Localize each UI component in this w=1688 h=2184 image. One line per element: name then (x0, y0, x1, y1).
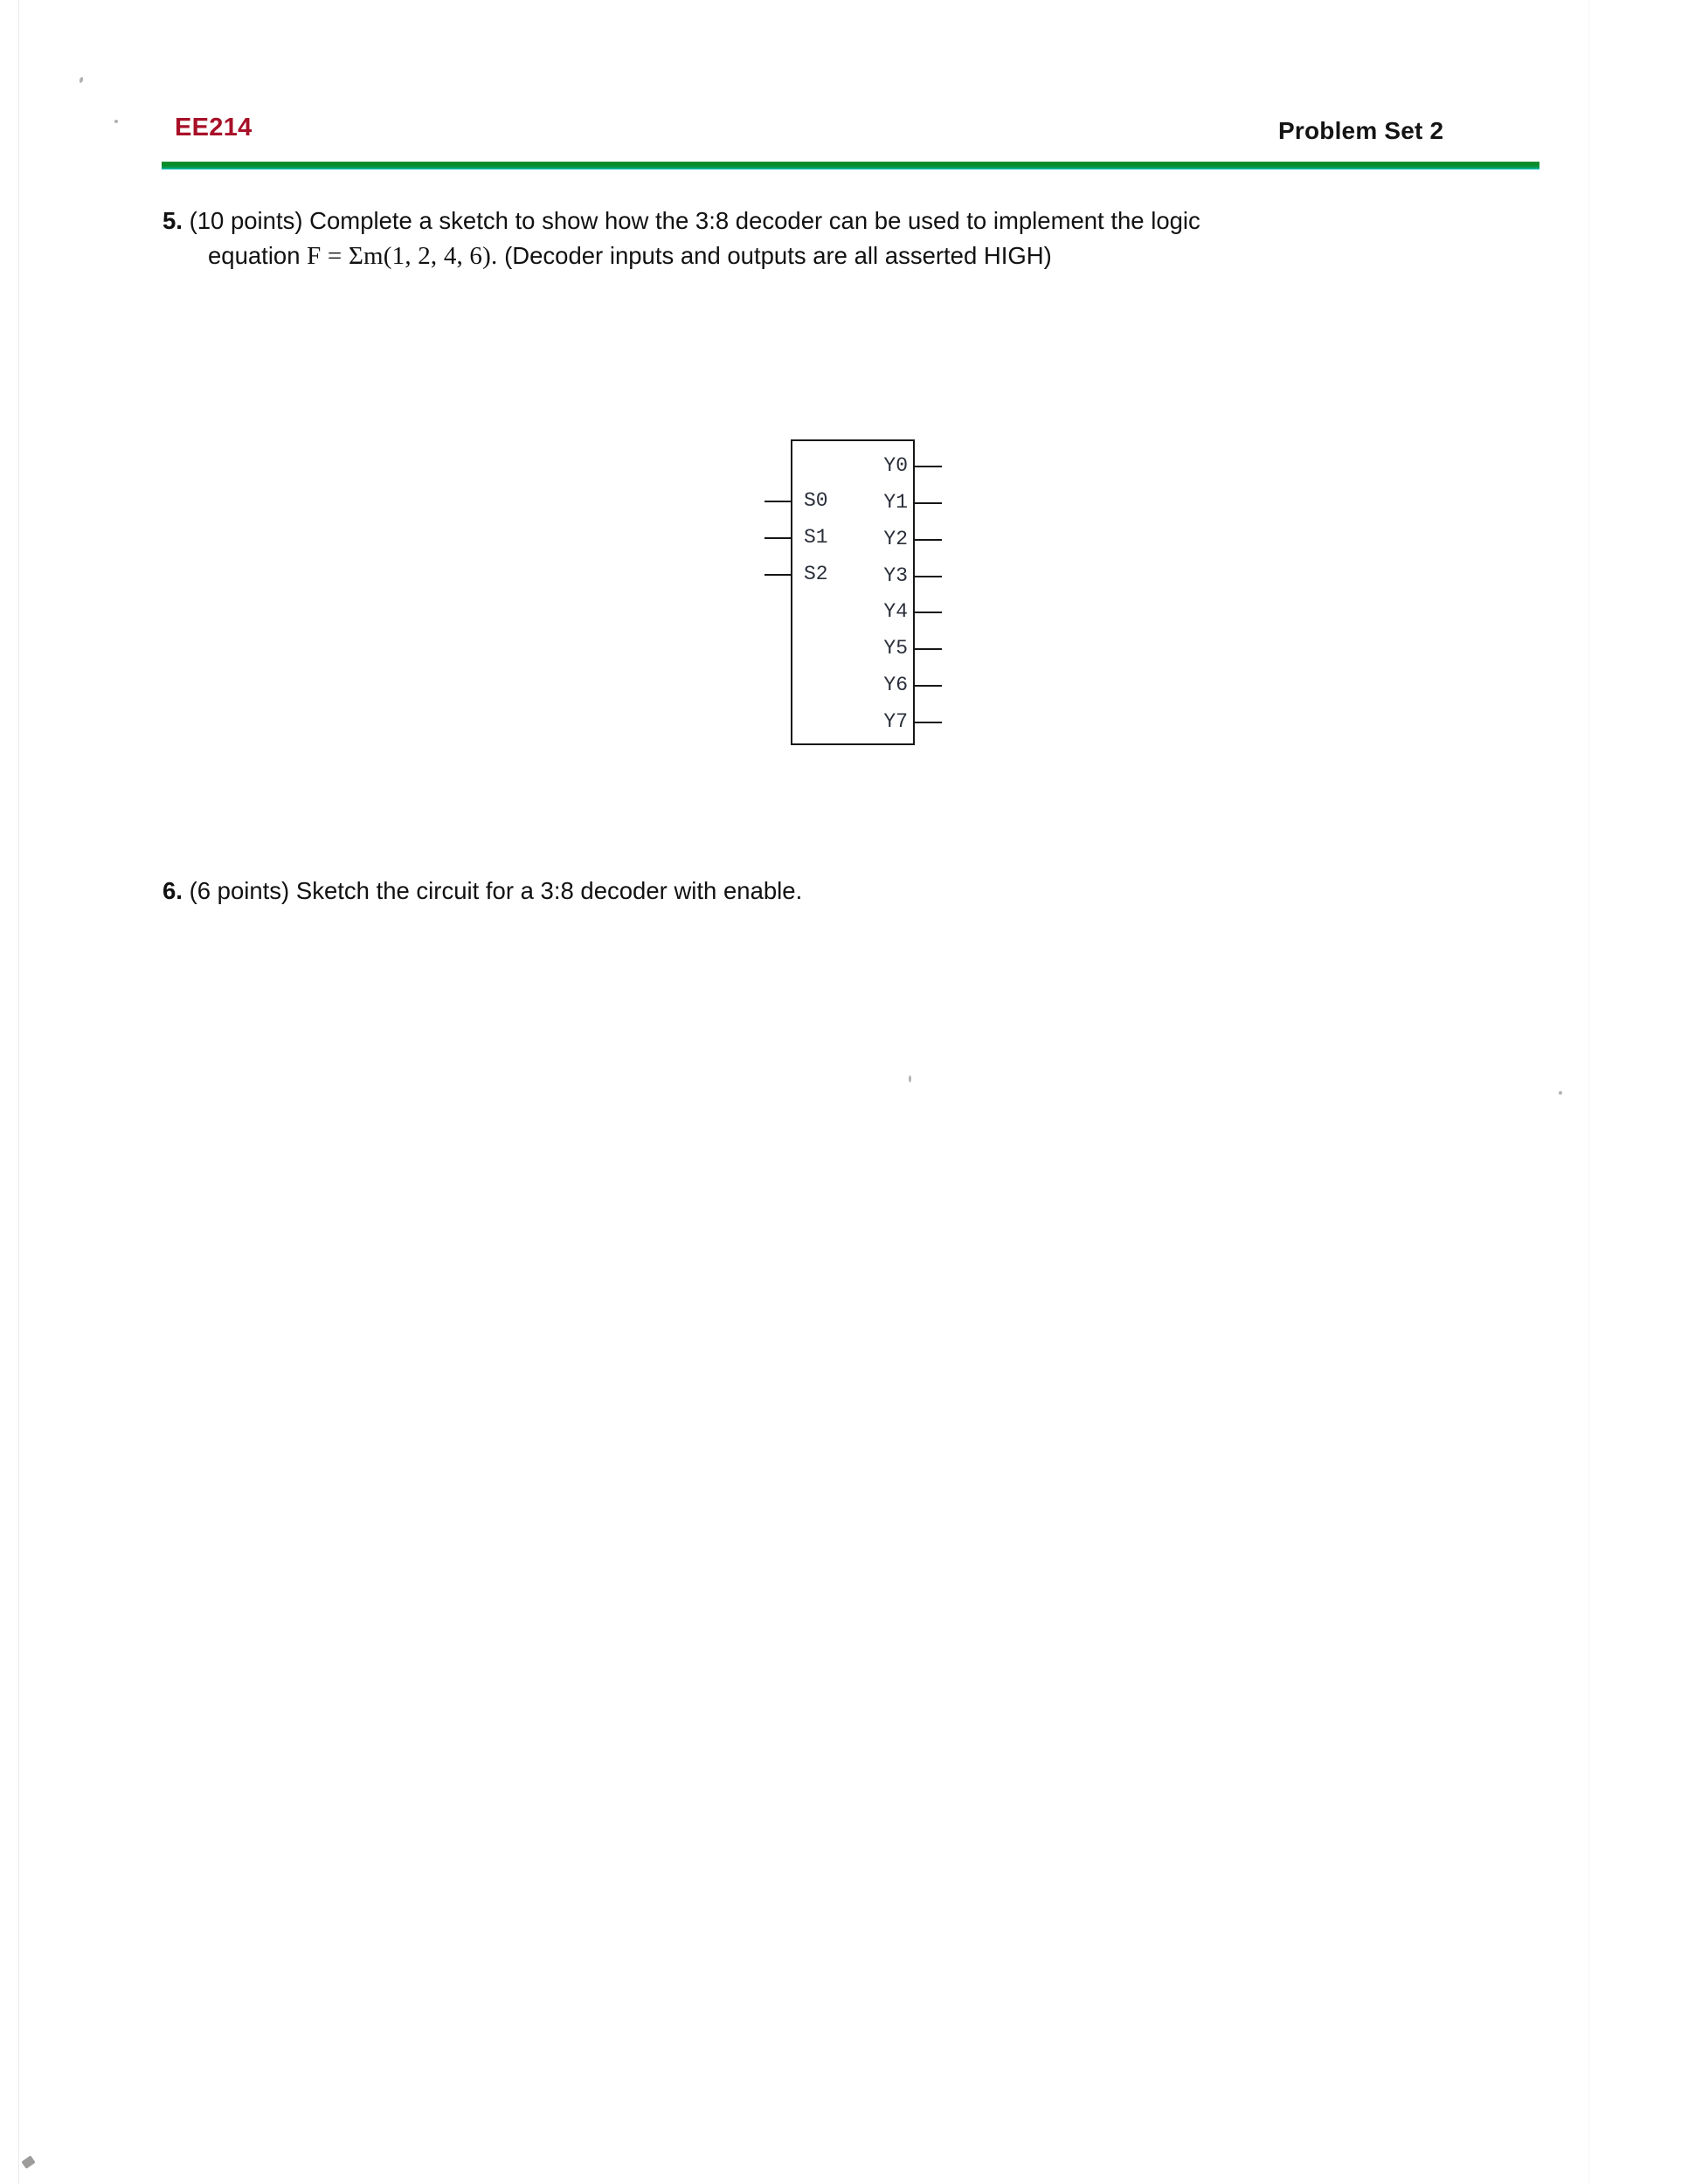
decoder-input-label-s0: S0 (804, 489, 828, 512)
decoder-output-label-y7: Y7 (883, 710, 908, 733)
decoder-output-label-y6: Y6 (883, 674, 908, 696)
course-code: EE214 (175, 114, 253, 142)
decoder-output-label-y4: Y4 (883, 600, 908, 623)
decoder-output-wire-y1 (915, 502, 942, 504)
decoder-input-label-s2: S2 (804, 563, 828, 585)
decoder-output-label-y3: Y3 (883, 564, 908, 587)
question-5-equation-suffix: (Decoder inputs and outputs are all asserted HIGH) (497, 242, 1052, 269)
scan-speck (21, 2155, 35, 2169)
question-5 (163, 204, 1525, 273)
decoder-output-wire-y2 (915, 539, 942, 541)
scan-speck (1559, 1091, 1562, 1095)
question-6 (163, 874, 1473, 909)
decoder-schematic (764, 437, 948, 751)
decoder-output-wire-y7 (915, 722, 942, 723)
decoder-output-label-y5: Y5 (883, 637, 908, 660)
decoder-output-label-y2: Y2 (883, 528, 908, 550)
question-5-number: 5. (163, 207, 190, 234)
scan-speck (909, 1075, 911, 1082)
question-6-text: (6 points) Sketch the circuit for a 3:8 decoder with enable. (189, 877, 803, 904)
decoder-output-wire-y4 (915, 612, 942, 613)
scan-edge-left (18, 0, 19, 2184)
scan-edge-right (1588, 0, 1590, 2184)
decoder-body (791, 439, 915, 745)
decoder-input-wire-s0 (764, 501, 792, 502)
decoder-output-wire-y0 (915, 466, 942, 467)
decoder-output-label-y1: Y1 (883, 491, 908, 514)
question-5-line2 (163, 238, 1525, 273)
decoder-output-wire-y3 (915, 576, 942, 577)
decoder-input-label-s1: S1 (804, 526, 828, 549)
question-5-equation: F = Σm(1, 2, 4, 6). (307, 242, 498, 270)
header-divider-rule (162, 162, 1539, 169)
decoder-output-wire-y6 (915, 685, 942, 687)
question-6-number: 6. (163, 877, 190, 904)
decoder-output-wire-y5 (915, 648, 942, 650)
document-title: Problem Set 2 (1278, 117, 1444, 144)
question-5-text: (10 points) Complete a sketch to show how the 3:8 decoder can be used to implement the logic (189, 207, 1200, 234)
question-5-equation-prefix: equation (208, 242, 308, 269)
decoder-output-label-y0: Y0 (883, 454, 908, 477)
decoder-input-wire-s2 (764, 574, 792, 576)
decoder-input-wire-s1 (764, 537, 792, 539)
page-header (0, 0, 1688, 175)
